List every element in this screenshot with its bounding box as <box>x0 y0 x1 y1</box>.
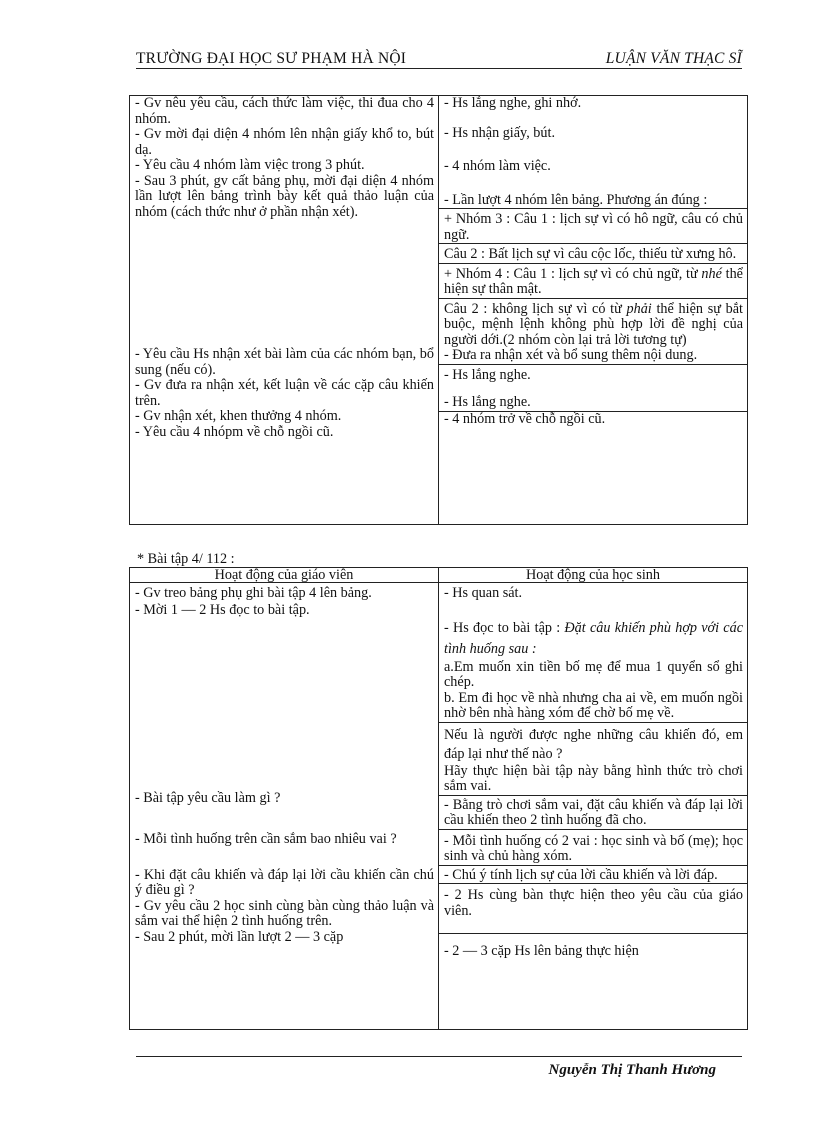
exercise-heading: * Bài tập 4/ 112 : <box>137 551 235 567</box>
student-step-text: - Hs đọc to bài tập : <box>444 619 565 636</box>
student-step: + Nhóm 3 : Câu 1 : lịch sự vì có hô ngữ, câu có chủ ngữ. <box>439 209 747 244</box>
teacher-step: - Sau 3 phút, gv cất bảng phụ, mời đại diện 4 nhóm lần lượt lên bảng trình bày kết quả thảo luận của nhóm (cách thức như ở phần nhận xét). <box>135 172 434 220</box>
header-thesis-label: LUẬN VĂN THẠC SĨ <box>605 50 742 67</box>
teacher-step: - Gv yêu cầu 2 học sinh cùng bàn cùng thảo luận và sắm vai thể hiện 2 tình huống trên. <box>135 897 434 929</box>
column-header-teacher: Hoạt động của giáo viên <box>130 568 439 583</box>
student-step: - 4 nhóm làm việc. <box>444 158 551 174</box>
teacher-step: - Yêu cầu Hs nhận xét bài làm của các nhóm bạn, bổ sung (nếu có). <box>135 346 434 378</box>
student-step: - 4 nhóm trở về chỗ ngồi cũ. <box>444 410 606 427</box>
table-row <box>130 96 748 525</box>
student-step-text: Câu 2 : không lịch sự vì có từ <box>444 300 627 317</box>
student-step-text: thể hiện sự thân mật. <box>444 265 743 297</box>
teacher-step: - Gv nêu yêu cầu, cách thức làm việc, thi đua cho 4 nhóm. <box>135 95 434 127</box>
student-step: - Hs lắng nghe, ghi nhớ. <box>444 95 582 111</box>
teacher-step: - Gv nhận xét, khen thưởng 4 nhóm. <box>135 408 342 424</box>
teacher-step: - Mời 1 — 2 Hs đọc to bài tập. <box>135 601 310 618</box>
teacher-activities-cell <box>130 96 439 525</box>
teacher-step: - Mỗi tình huống trên cần sắm bao nhiêu vai ? <box>135 830 397 847</box>
teacher-activities-cell <box>130 583 439 1030</box>
student-step: a.Em muốn xin tiền bố mẹ để mua 1 quyển sổ ghi chép. <box>444 658 743 690</box>
student-step: - Lần lượt 4 nhóm lên bảng. Phương án đúng : <box>439 193 747 210</box>
student-activities-cell <box>439 583 748 1030</box>
teacher-step: - Gv mời đại diện 4 nhóm lên nhận giấy khổ to, bút dạ. <box>135 126 434 158</box>
student-step: - Hs nhận giấy, bút. <box>444 124 555 141</box>
teacher-step: - Gv treo bảng phụ ghi bài tập 4 lên bảng. <box>135 585 372 601</box>
teacher-step: - Bài tập yêu cầu làm gì ? <box>135 790 281 806</box>
teacher-step: - Sau 2 phút, mời lần lượt 2 — 3 cặp <box>135 928 344 945</box>
student-step <box>439 264 747 299</box>
student-step <box>444 618 743 660</box>
student-step-text: thể hiện sự bắt buộc, mệnh lệnh không phù hợp lời đề nghị của người dới.(2 nhóm còn lại trả lời tương tự) <box>444 300 743 348</box>
student-step: - Hs lắng nghe. <box>444 366 531 383</box>
student-activities-cell <box>439 96 748 525</box>
teacher-step: - Khi đặt câu khiến và đáp lại lời cầu khiến cần chú ý điều gì ? <box>135 866 434 898</box>
footer-divider <box>136 1056 742 1057</box>
student-step-emphasis: nhé <box>701 265 722 282</box>
student-step: Hãy thực hiện bài tập này bằng hình thức trò chơi sắm vai. <box>439 764 747 796</box>
footer-author: Nguyễn Thị Thanh Hương <box>548 1062 716 1078</box>
teacher-step: - Yêu cầu 4 nhóm làm việc trong 3 phút. <box>135 157 365 173</box>
student-step: - 2 Hs cùng bàn thực hiện theo yêu cầu của giáo viên. <box>439 884 747 934</box>
student-step-emphasis: phải <box>626 300 652 317</box>
student-step: - Mỗi tình huống có 2 vai : học sinh và bố (mẹ); học sinh và chủ hàng xóm. <box>439 830 747 866</box>
student-step: - Đưa ra nhận xét và bổ sung thêm nội dung. <box>439 348 747 365</box>
teacher-step: - Gv đưa ra nhận xét, kết luận về các cặp câu khiến trên. <box>135 377 434 409</box>
activity-table-2 <box>129 567 748 1030</box>
student-step: Câu 2 : Bất lịch sự vì câu cộc lốc, thiếu từ xưng hô. <box>439 244 747 264</box>
table-header-row <box>130 568 748 583</box>
student-step <box>444 299 743 349</box>
student-step: - Chú ý tính lịch sự của lời cầu khiến và lời đáp. <box>439 866 747 885</box>
student-step: Nếu là người được nghe những câu khiến đó, em đáp lại như thế nào ? <box>444 726 743 762</box>
teacher-step: - Yêu cầu 4 nhópm về chỗ ngồi cũ. <box>135 423 334 440</box>
student-step: - Bằng trò chơi sắm vai, đặt câu khiến và đáp lại lời cầu khiến theo 2 tình huống đã cho. <box>439 796 747 830</box>
student-step: - Hs quan sát. <box>444 585 523 601</box>
assignment-prompt: Đặt câu khiến phù hợp với các tình huống sau : <box>444 619 743 657</box>
header-divider <box>136 68 742 69</box>
student-step-text: + Nhóm 4 : Câu 1 : lịch sự vì có chủ ngữ, từ <box>444 265 702 282</box>
table-row <box>130 583 748 1030</box>
activity-table-1 <box>129 95 748 525</box>
student-step: - Hs lắng nghe. <box>439 395 747 412</box>
column-header-student: Hoạt động của học sinh <box>439 568 748 583</box>
page-header <box>136 50 742 70</box>
student-step: - 2 — 3 cặp Hs lên bảng thực hiện <box>444 943 639 959</box>
student-step: b. Em đi học về nhà nhưng cha ai về, em muốn ngồi nhờ bên nhà hàng xóm để chờ bố mẹ về. <box>439 691 747 723</box>
header-university: TRƯỜNG ĐẠI HỌC SƯ PHẠM HÀ NỘI <box>136 50 407 67</box>
